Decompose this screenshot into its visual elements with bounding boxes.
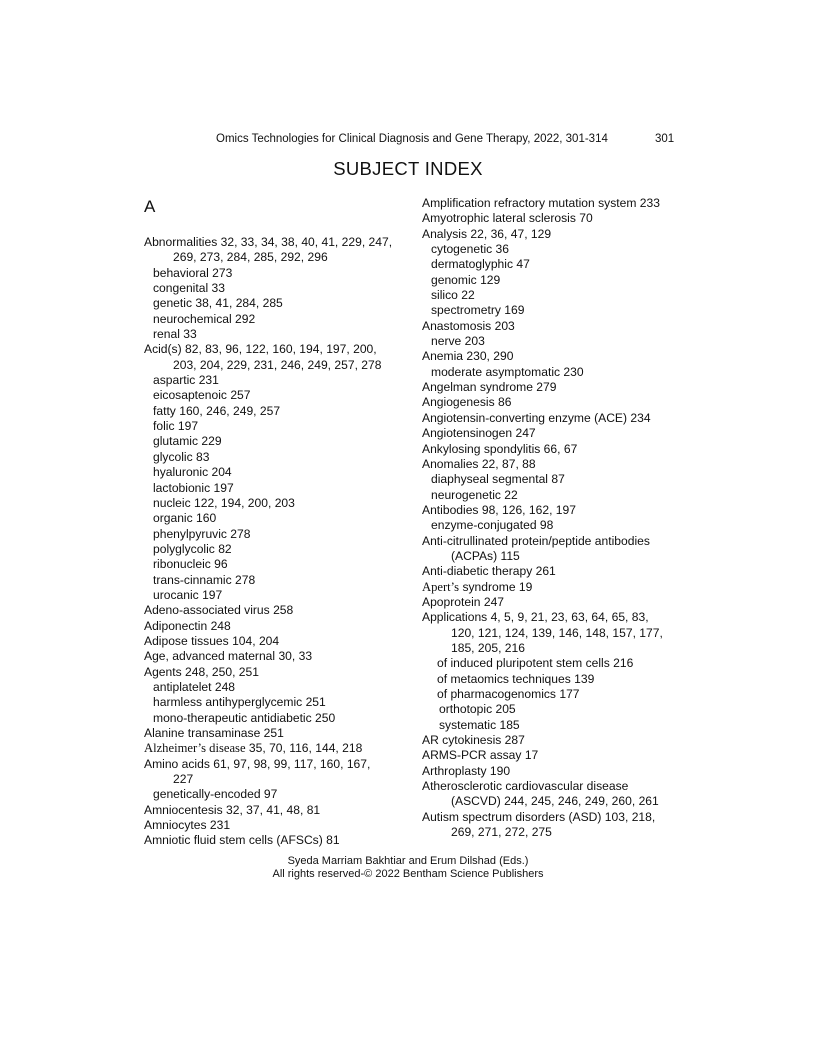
index-subentry: moderate asymptomatic 230 bbox=[431, 364, 584, 379]
index-column-right bbox=[422, 196, 682, 840]
index-entry: Angiotensinogen 247 bbox=[422, 426, 536, 441]
index-subentry: mono-therapeutic antidiabetic 250 bbox=[153, 710, 336, 725]
index-subentry: cytogenetic 36 bbox=[431, 242, 509, 257]
index-subentry: harmless antihyperglycemic 251 bbox=[153, 695, 326, 710]
index-entry: Amplification refractory mutation system 233 bbox=[422, 196, 660, 210]
index-entry: Antibodies 98, 126, 162, 197 bbox=[422, 502, 576, 517]
index-entry-continuation: 269, 271, 272, 275 bbox=[451, 825, 552, 840]
index-entry: Age, advanced maternal 30, 33 bbox=[144, 649, 313, 664]
index-entry: Amniocentesis 32, 37, 41, 48, 81 bbox=[144, 802, 321, 817]
index-subentry: neurochemical 292 bbox=[153, 311, 256, 326]
index-subentry: silico 22 bbox=[431, 288, 475, 303]
index-entry: Adipose tissues 104, 204 bbox=[144, 633, 280, 648]
footer-editors: Syeda Marriam Bakhtiar and Erum Dilshad (Eds.) bbox=[287, 855, 529, 867]
index-subentry: folic 197 bbox=[153, 419, 199, 434]
index-subentry: glutamic 229 bbox=[153, 434, 222, 449]
index-term-serif: Apert’s bbox=[422, 579, 460, 594]
index-entry: Angiotensin-converting enzyme (ACE) 234 bbox=[422, 410, 651, 425]
index-subentry: trans-cinnamic 278 bbox=[153, 572, 256, 587]
index-entry: Alanine transaminase 251 bbox=[144, 726, 284, 740]
index-entry: Acid(s) 82, 83, 96, 122, 160, 194, 197, 200, bbox=[144, 342, 377, 357]
index-subentry: renal 33 bbox=[153, 327, 197, 342]
index-entry: Amniotic fluid stem cells (AFSCs) 81 bbox=[144, 833, 340, 848]
index-entry: Autism spectrum disorders (ASD) 103, 218, bbox=[422, 809, 656, 824]
index-subentry: polyglycolic 82 bbox=[153, 541, 232, 556]
index-subentry: congenital 33 bbox=[153, 281, 225, 296]
index-entry-continuation: (ACPAs) 115 bbox=[451, 548, 520, 563]
index-entry: Abnormalities 32, 33, 34, 38, 40, 41, 229, 247, bbox=[144, 235, 393, 249]
index-entry-continuation: 185, 205, 216 bbox=[451, 640, 525, 655]
index-subentry: antiplatelet 248 bbox=[153, 679, 236, 694]
index-subentry: hyaluronic 204 bbox=[153, 465, 232, 480]
index-entry: Anomalies 22, 87, 88 bbox=[422, 456, 536, 471]
index-entry: Ankylosing spondylitis 66, 67 bbox=[422, 441, 578, 456]
index-entry: Anastomosis 203 bbox=[422, 318, 515, 333]
index-subentry: genetically-encoded 97 bbox=[153, 787, 278, 802]
index-subentry: nerve 203 bbox=[431, 334, 485, 349]
index-subentry: orthotopic 205 bbox=[439, 702, 516, 717]
section-letter: A bbox=[144, 197, 156, 216]
index-entry: ARMS-PCR assay 17 bbox=[422, 748, 539, 763]
index-subentry: fatty 160, 246, 249, 257 bbox=[153, 403, 281, 418]
index-entry bbox=[422, 580, 682, 595]
index-subentry: glycolic 83 bbox=[153, 449, 210, 464]
index-subentry: ribonucleic 96 bbox=[153, 557, 228, 572]
index-entry: Angiogenesis 86 bbox=[422, 395, 512, 410]
index-entry: Applications 4, 5, 9, 21, 23, 63, 64, 65, 83, bbox=[422, 610, 649, 625]
index-subentry: of induced pluripotent stem cells 216 bbox=[437, 656, 634, 671]
index-entry-continuation: 203, 204, 229, 231, 246, 249, 257, 278 bbox=[173, 357, 382, 372]
index-entry: Analysis 22, 36, 47, 129 bbox=[422, 226, 552, 241]
index-subentry: systematic 185 bbox=[439, 717, 520, 732]
index-entry: Agents 248, 250, 251 bbox=[144, 664, 259, 679]
index-entry: AR cytokinesis 287 bbox=[422, 733, 525, 748]
index-entry: Atherosclerotic cardiovascular disease bbox=[422, 779, 629, 794]
running-head: Omics Technologies for Clinical Diagnosis and Gene Therapy, 2022, 301-314 bbox=[216, 133, 608, 145]
index-subentry: genetic 38, 41, 284, 285 bbox=[153, 296, 283, 311]
index-entry-continuation: 120, 121, 124, 139, 146, 148, 157, 177, bbox=[451, 625, 663, 640]
index-subentry: neurogenetic 22 bbox=[431, 487, 518, 502]
index-subentry: spectrometry 169 bbox=[431, 303, 525, 318]
index-entry: Adiponectin 248 bbox=[144, 618, 231, 633]
index-entry: Anemia 230, 290 bbox=[422, 349, 514, 364]
index-pages: syndrome 19 bbox=[462, 579, 533, 594]
index-subentry: urocanic 197 bbox=[153, 587, 223, 602]
index-entry-continuation: (ASCVD) 244, 245, 246, 249, 260, 261 bbox=[451, 794, 659, 809]
index-entry: Apoprotein 247 bbox=[422, 594, 505, 609]
index-pages: 35, 70, 116, 144, 218 bbox=[248, 741, 363, 756]
index-entry: Anti-diabetic therapy 261 bbox=[422, 564, 556, 579]
index-subentry: behavioral 273 bbox=[153, 265, 233, 280]
index-entry: Angelman syndrome 279 bbox=[422, 380, 557, 395]
page-number: 301 bbox=[655, 133, 675, 145]
index-entry: Adeno-associated virus 258 bbox=[144, 603, 294, 618]
footer-rights: All rights reserved-© 2022 Bentham Science Publishers bbox=[272, 868, 544, 880]
index-subentry: enzyme-conjugated 98 bbox=[431, 518, 554, 533]
index-term-serif: Alzheimer’s disease bbox=[144, 741, 246, 756]
index-subentry: organic 160 bbox=[153, 511, 217, 526]
index-subentry: of metaomics techniques 139 bbox=[437, 671, 595, 686]
index-entry: Amino acids 61, 97, 98, 99, 117, 160, 167, bbox=[144, 756, 371, 771]
index-subentry: genomic 129 bbox=[431, 272, 501, 287]
index-entry: Amniocytes 231 bbox=[144, 818, 231, 833]
index-subentry: aspartic 231 bbox=[153, 373, 219, 388]
index-subentry: of pharmacogenomics 177 bbox=[437, 687, 580, 701]
index-subentry: lactobionic 197 bbox=[153, 480, 234, 495]
index-subentry: dermatoglyphic 47 bbox=[431, 257, 530, 272]
index-entry bbox=[144, 741, 409, 756]
index-entry: Arthroplasty 190 bbox=[422, 763, 511, 778]
index-subentry: diaphyseal segmental 87 bbox=[431, 472, 565, 487]
index-column-left bbox=[144, 196, 409, 849]
index-subentry: nucleic 122, 194, 200, 203 bbox=[153, 495, 295, 510]
index-subentry: eicosaptenoic 257 bbox=[153, 388, 251, 403]
index-entry-continuation: 269, 273, 284, 285, 292, 296 bbox=[173, 250, 328, 265]
index-entry: Amyotrophic lateral sclerosis 70 bbox=[422, 211, 593, 226]
index-entry: Anti-citrullinated protein/peptide antibodies bbox=[422, 533, 650, 548]
page-title: SUBJECT INDEX bbox=[333, 158, 483, 179]
index-subentry: phenylpyruvic 278 bbox=[153, 526, 251, 541]
index-entry-continuation: 227 bbox=[173, 772, 194, 787]
